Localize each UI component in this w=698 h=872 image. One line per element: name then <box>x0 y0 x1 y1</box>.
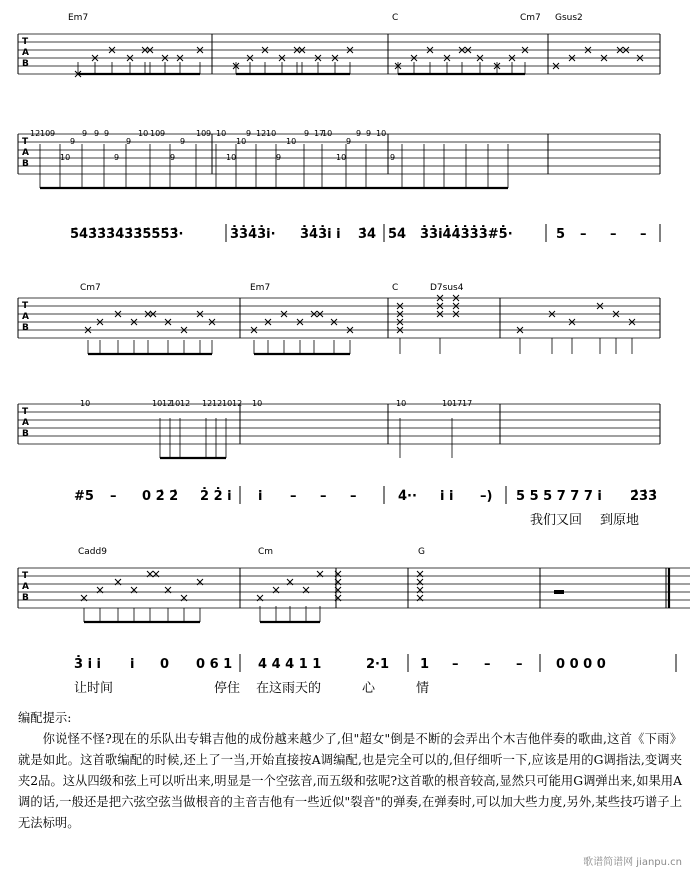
jianpu-note: 5 <box>556 227 566 242</box>
tab-letter: B <box>22 429 29 439</box>
tab-fret-number: 9 <box>82 129 88 138</box>
tab-letter: T <box>22 137 29 147</box>
jianpu-note: 0 0 0 0 <box>556 657 606 672</box>
jianpu-note: 4̇·· <box>398 489 417 504</box>
tab-fret-number: 12 <box>162 399 173 408</box>
lyric-text: 停住 <box>214 681 241 696</box>
jianpu-note: – <box>110 489 117 504</box>
jianpu-note: 2·1 <box>366 657 390 672</box>
tab-letter: A <box>22 312 29 322</box>
tab-fret-number: 10 <box>236 137 247 146</box>
system1-staff1 <box>18 34 660 74</box>
tab-fret-number: 9 <box>366 129 372 138</box>
tab-fret-number: 10 <box>80 399 91 408</box>
jianpu-note: – <box>640 227 647 242</box>
jianpu-note: 0 2̇ 2̇ <box>142 489 179 504</box>
whole-rest <box>554 590 564 594</box>
chord-symbol: C <box>392 283 399 293</box>
chord-symbol: C <box>392 13 399 23</box>
jianpu-note: 3̇4̇3̇i i <box>300 227 341 242</box>
tab-fret-number: 10 <box>266 129 277 138</box>
tab-fret-number: 9 <box>170 153 176 162</box>
tab-letter: T <box>22 571 29 581</box>
tab-letter: B <box>22 159 29 169</box>
tab-fret-number: 9 <box>206 129 212 138</box>
jianpu-note: – <box>516 657 523 672</box>
lyric-text: 我们又回 <box>530 513 583 528</box>
tab-letter: A <box>22 582 29 592</box>
chord-symbol: Cadd9 <box>78 547 107 557</box>
tab-fret-number: 9 <box>346 137 352 146</box>
lyric-text: 情 <box>416 681 430 696</box>
jianpu-note: 3̇4̇ <box>358 227 377 242</box>
notes-title: 编配提示: <box>18 711 72 725</box>
chord-symbol: G <box>418 547 425 557</box>
tab-fret-number: 9 <box>114 153 120 162</box>
jianpu-note: – <box>320 489 327 504</box>
tab-fret-number: 10 <box>150 129 161 138</box>
lyric-text: 让时间 <box>74 681 114 696</box>
jianpu-note: i <box>258 489 263 504</box>
tab-fret-number: 12 <box>232 399 243 408</box>
tab-fret-number: 10 <box>396 399 407 408</box>
system2-staff2 <box>18 404 660 444</box>
tab-fret-number: 9 <box>160 129 166 138</box>
tab-fret-number: 9 <box>390 153 396 162</box>
tab-fret-number: 9 <box>356 129 362 138</box>
tab-fret-number: 12 <box>30 129 41 138</box>
jianpu-note: – <box>610 227 617 242</box>
jianpu-note: #5 <box>74 489 94 504</box>
jianpu-note: 5̇4̇ <box>388 227 407 242</box>
tab-fret-number: 9 <box>50 129 56 138</box>
tab-fret-number: 10 <box>196 129 207 138</box>
tab-fret-number: 10 <box>322 129 333 138</box>
tab-letter: A <box>22 418 29 428</box>
tab-fret-number: 10 <box>226 153 237 162</box>
tab-fret-number: 10 <box>286 137 297 146</box>
tab-fret-number: 9 <box>276 153 282 162</box>
jianpu-note: 2̇ 2̇ i <box>200 489 232 504</box>
tab-fret-number: 9 <box>126 137 132 146</box>
tab-fret-number: 10 <box>60 153 71 162</box>
tab-letter: A <box>22 48 29 58</box>
chord-symbol: D7sus4 <box>430 283 464 293</box>
chord-symbol: Em7 <box>250 283 271 293</box>
jianpu-note: 3̇ i i <box>74 657 102 672</box>
tab-letter: B <box>22 593 29 603</box>
tab-letter: A <box>22 148 29 158</box>
tab-fret-number: 10 <box>40 129 51 138</box>
tab-fret-number: 9 <box>304 129 310 138</box>
tab-fret-number: 10 <box>442 399 453 408</box>
tab-fret-number: 9 <box>104 129 110 138</box>
tab-fret-number: 9 <box>180 137 186 146</box>
tab-fret-number: 10 <box>222 399 233 408</box>
jianpu-note: 4 4 4 1 1 <box>258 657 322 672</box>
jianpu-note: – <box>290 489 297 504</box>
chord-symbol: Em7 <box>68 13 89 23</box>
tab-fret-number: 10 <box>252 399 263 408</box>
watermark: 歌谱简谱网 jianpu.cn <box>583 857 682 868</box>
jianpu-note: 5̇4̇3̇3̇3̇4̇3̇3̇5̇5̇5̇3̇· <box>70 227 184 242</box>
tab-fret-number: 17 <box>314 129 325 138</box>
tab-fret-number: 12 <box>202 399 213 408</box>
tab-fret-number: 9 <box>94 129 100 138</box>
tab-fret-number: 17 <box>452 399 463 408</box>
chord-symbol: Gsus2 <box>555 13 583 23</box>
lyric-text: 在这雨天的 <box>256 681 322 696</box>
tab-fret-number: 10 <box>152 399 163 408</box>
tab-fret-number: 12 <box>212 399 223 408</box>
tab-fret-number: 9 <box>246 129 252 138</box>
jianpu-note: i i <box>440 489 454 504</box>
jianpu-note: – <box>452 657 459 672</box>
jianpu-note: 5 5 5 7 7 7 i <box>516 489 602 504</box>
jianpu-note: –) <box>480 489 493 504</box>
jianpu-note: – <box>580 227 587 242</box>
lyric-text: 心 <box>362 681 376 696</box>
arrangement-notes <box>18 708 682 834</box>
tab-fret-number: 12 <box>180 399 191 408</box>
tab-fret-number: 10 <box>216 129 227 138</box>
tab-letter: T <box>22 301 29 311</box>
tab-fret-number: 17 <box>462 399 473 408</box>
tab-letter: T <box>22 37 29 47</box>
tab-letter: B <box>22 323 29 333</box>
notes-body: 你说怪不怪?现在的乐队出专辑吉他的成份越来越少了,但"超女"倒是不断的会弄出个木吉他伴奏的歌曲,这首《下雨》就是如此。这首歌编配的时候,还上了一当,开始直接按A调编配,也是完全可以的,但仔细听一下,应该是用的G调指法,变调夹夹2品。这从四级和弦上可以听出来,明显是一个空弦音,而五级和弦呢?这首歌的根音较高,显然只可能用G调弹出来,如果用A调的话,一般还是把六弦空弦当做根音的主音吉他有一些近似"裂音"的弹奏,在弹奏时,可以加大些力度,另外,某些技巧谱子上无法标明。 <box>18 732 682 830</box>
jianpu-note: – <box>350 489 357 504</box>
jianpu-note: 1 <box>420 657 430 672</box>
jianpu-note: i <box>130 657 135 672</box>
tab-fret-number: 10 <box>170 399 181 408</box>
chord-symbol: Cm <box>258 547 274 557</box>
chord-symbol: Cm7 <box>80 283 101 293</box>
tab-letter: T <box>22 407 29 417</box>
tab-fret-number: 9 <box>70 137 76 146</box>
chord-symbol: Cm7 <box>520 13 541 23</box>
tab-letter: B <box>22 59 29 69</box>
jianpu-note: 3̇3̇4̇3̇i· <box>230 227 276 242</box>
jianpu-note: 3̇3̇i4̇4̇3̇3̇3̇#5̇· <box>420 227 513 242</box>
system2-staff1 <box>18 298 660 338</box>
tab-fret-number: 10 <box>336 153 347 162</box>
lyric-text: 到原地 <box>600 513 640 528</box>
system3-staff1 <box>18 568 690 608</box>
jianpu-note: 0 <box>160 657 170 672</box>
jianpu-note: 2̇3̇3̇ <box>630 489 658 504</box>
jianpu-note: – <box>484 657 491 672</box>
tab-fret-number: 12 <box>256 129 267 138</box>
tab-fret-number: 10 <box>138 129 149 138</box>
tab-fret-number: 10 <box>376 129 387 138</box>
jianpu-note: 0 6 1 <box>196 657 233 672</box>
